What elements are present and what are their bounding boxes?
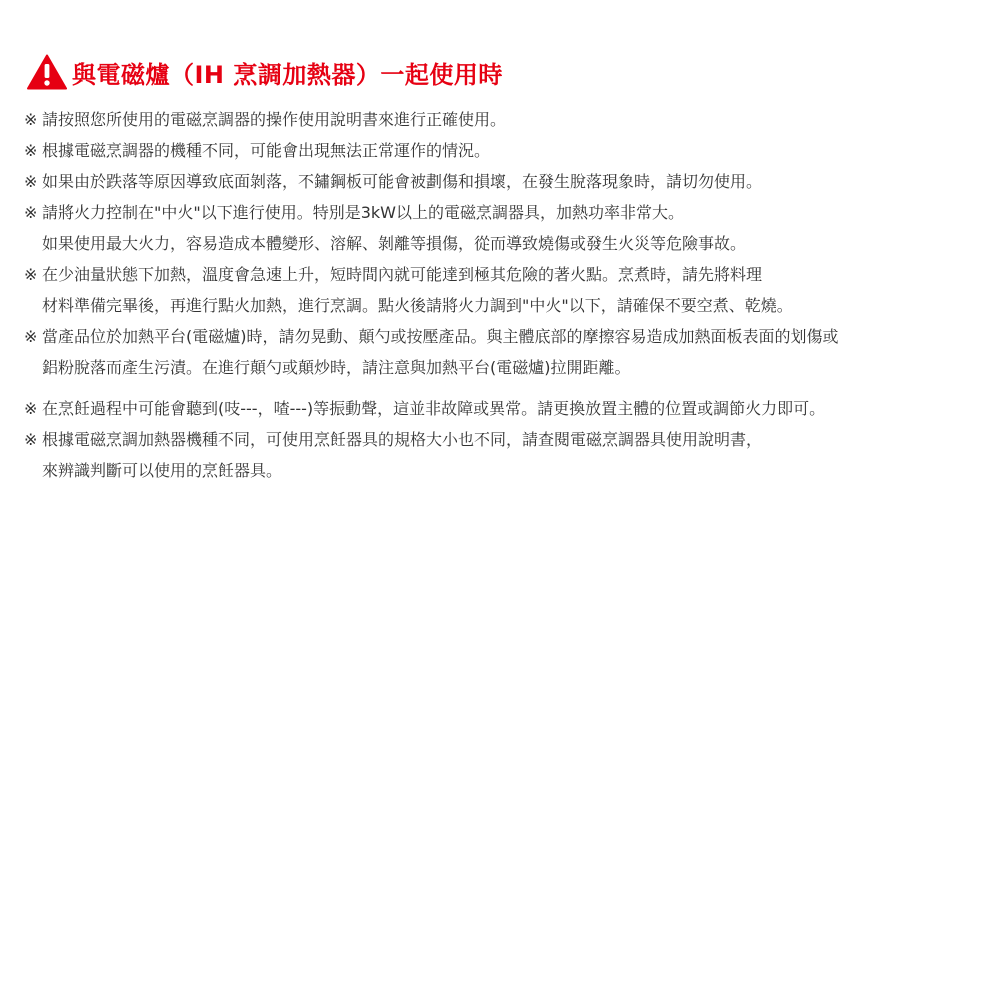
notice-item-text: 如果由於跌落等原因導致底面剝落，不鏽鋼板可能會被劃傷和損壞，在發生脫落現象時，請切勿使用。 — [42, 172, 763, 191]
notice-item-text: 請將火力控制在"中火"以下進行使用。特別是3kW以上的電磁烹調器具，加熱功率非常大。 — [42, 203, 684, 222]
notice-item-text: 根據電磁烹調器的機種不同，可能會出現無法正常運作的情況。 — [42, 141, 491, 160]
notice-item-text: 在少油量狀態下加熱，溫度會急速上升，短時間內就可能達到極其危險的著火點。烹煮時，請先將料理 — [42, 265, 763, 284]
notice-item — [24, 166, 984, 197]
reference-mark: ※ — [24, 172, 38, 191]
reference-mark: ※ — [24, 110, 38, 129]
notice-item — [24, 135, 984, 166]
notice-item — [24, 393, 984, 424]
notice-item-text: 根據電磁烹調加熱器機種不同，可使用烹飪器具的規格大小也不同，請查閱電磁烹調器具使用說明書， — [42, 430, 763, 449]
notice-item-text: 請按照您所使用的電磁烹調器的操作使用說明書來進行正確使用。 — [42, 110, 507, 129]
reference-mark: ※ — [24, 430, 38, 449]
notice-item-text: 在烹飪過程中可能會聽到(吱---，喳---)等振動聲，這並非故障或異常。請更換放置主體的位置或調節火力即可。 — [42, 399, 826, 418]
reference-mark: ※ — [24, 265, 38, 284]
notice-item-continuation: 如果使用最大火力，容易造成本體變形、溶解、剝離等損傷，從而導致燒傷或發生火災等危險事故。 — [42, 234, 747, 253]
warning-triangle-icon — [27, 54, 67, 90]
notice-item — [24, 424, 984, 486]
reference-mark: ※ — [24, 399, 38, 418]
reference-mark: ※ — [24, 327, 38, 346]
notice-item-text: 當產品位於加熱平台(電磁爐)時，請勿晃動、顛勺或按壓產品。與主體底部的摩擦容易造成加熱面板表面的划傷或 — [42, 327, 839, 346]
notice-item — [24, 197, 984, 259]
notice-item-continuation: 材料準備完畢後，再進行點火加熱，進行烹調。點火後請將火力調到"中火"以下，請確保不要空煮、乾燒。 — [42, 296, 793, 315]
reference-mark: ※ — [24, 203, 38, 222]
notice-item-continuation: 鋁粉脫落而產生污漬。在進行顛勺或顛炒時，請注意與加熱平台(電磁爐)拉開距離。 — [42, 358, 631, 377]
notice-heading — [24, 52, 984, 92]
notice-title: 與電磁爐（IH 烹調加熱器）一起使用時 — [72, 60, 503, 89]
induction-notice — [24, 52, 984, 486]
notice-item — [24, 104, 984, 135]
notice-list — [24, 104, 984, 486]
notice-item — [24, 259, 984, 321]
reference-mark: ※ — [24, 141, 38, 160]
notice-item-continuation: 來辨識判斷可以使用的烹飪器具。 — [42, 461, 283, 480]
notice-item — [24, 321, 984, 383]
